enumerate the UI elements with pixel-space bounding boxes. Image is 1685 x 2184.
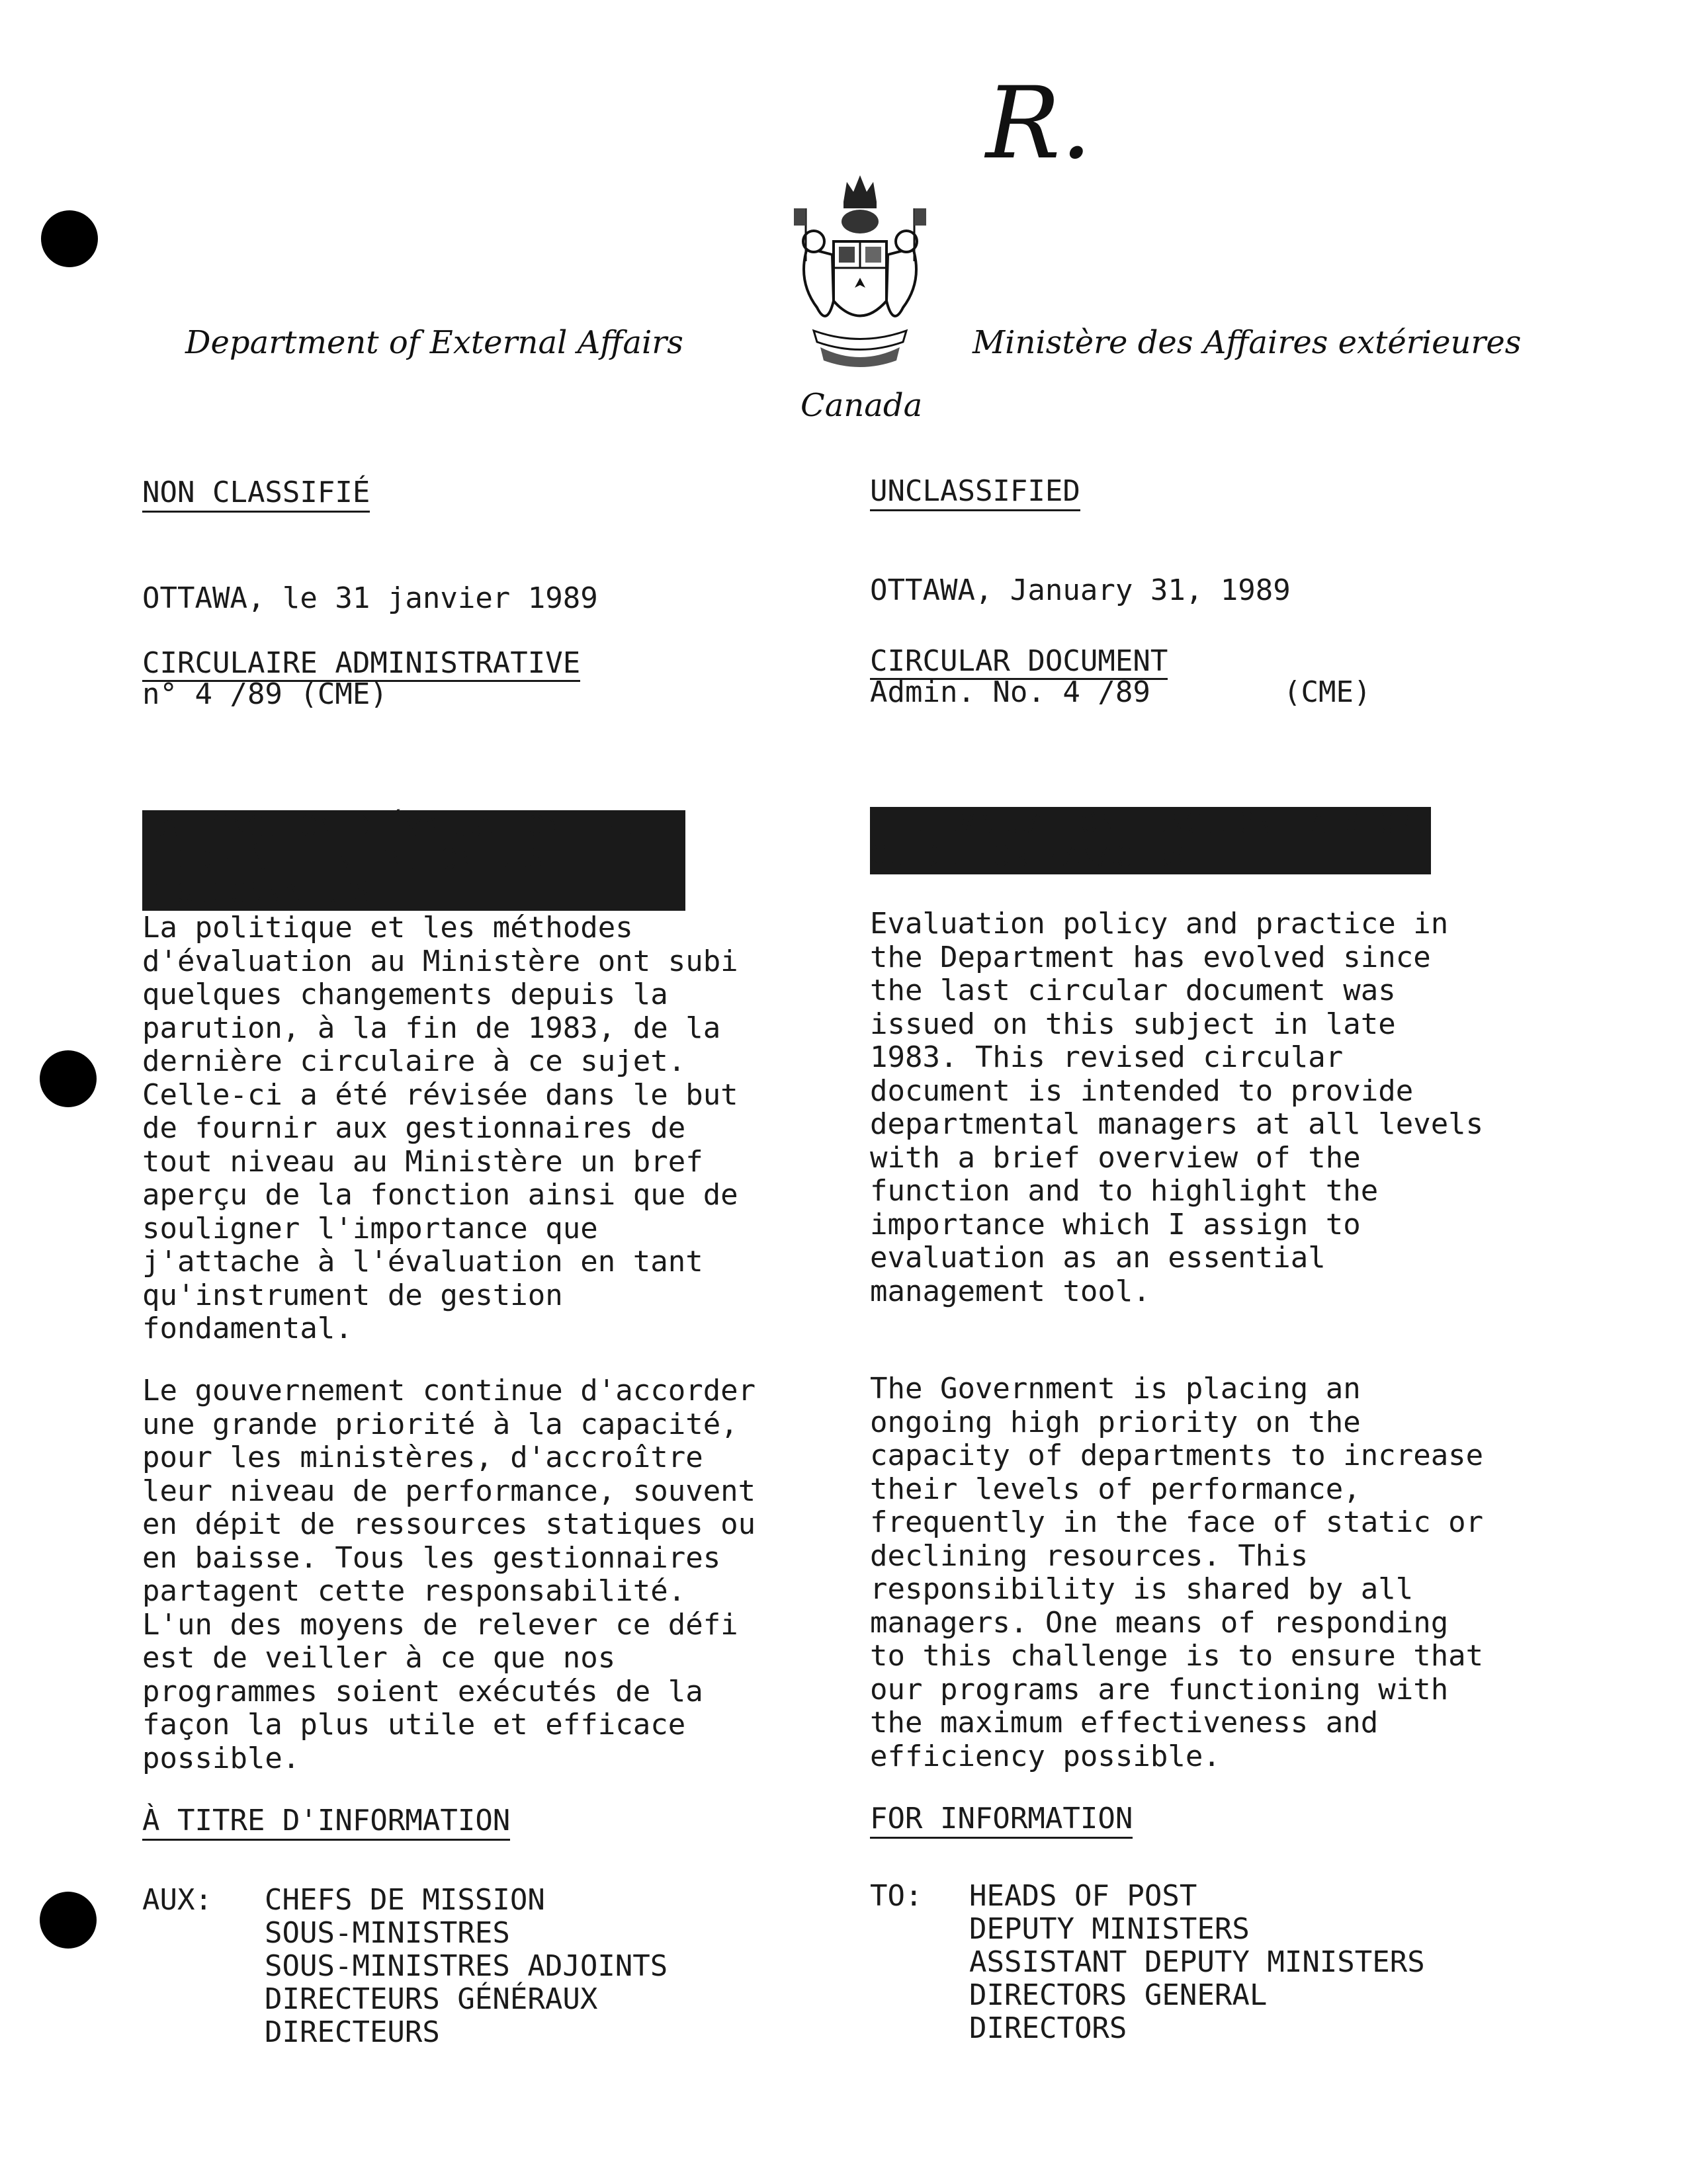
recipients-en: HEADS OF POST DEPUTY MINISTERS ASSISTANT DEPUTY MINISTERS DIRECTORS GENERAL DIRECTORS	[969, 1879, 1425, 2045]
info-heading-fr-text: À TITRE D'INFORMATION	[142, 1804, 510, 1841]
info-heading-en	[870, 1802, 1133, 1839]
coat-of-arms-icon	[781, 169, 939, 380]
punch-hole-top	[41, 210, 98, 267]
punch-hole-middle	[40, 1050, 97, 1107]
info-heading-en-text: FOR INFORMATION	[870, 1802, 1133, 1839]
title-fr	[142, 777, 685, 911]
body-paragraph-2-fr: Le gouvernement continue d'accorder une grande priorité à la capacité, pour les ministères, d'accroître leur niveau de performance, souvent en dépit de ressources statiques ou en baisse. Tous les gestionnaires partagent cette responsabilité. L'un des moyens de relever ce défi est de veiller à ce que nos programmes soient exécutés de la façon la plus utile et efficace possible.	[142, 1374, 756, 1775]
doc-number-en: Admin. No. 4 /89	[870, 675, 1150, 709]
dateline-en: OTTAWA, January 31, 1989	[870, 573, 1291, 607]
country-wordmark: Canada	[800, 387, 923, 424]
to-label-en: TO:	[870, 1879, 923, 1913]
punch-hole-bottom	[40, 1892, 97, 1949]
classification-en	[870, 475, 1080, 511]
classification-fr	[142, 476, 370, 513]
department-name-en: Department of External Affairs	[185, 324, 683, 361]
body-paragraph-1-fr: La politique et les méthodes d'évaluation au Ministère ont subi quelques changements depuis la parution, à la fin de 1983, de la dernière circulaire à ce sujet. Celle-ci a été révisée dans le but de fournir aux gestionnaires de tout niveau au Ministère un bref aperçu de la fonction ainsi que de souligner l'importance que j'attache à l'évaluation en tant qu'instrument de gestion fondamental.	[142, 911, 738, 1345]
classification-fr-text: NON CLASSIFIÉ	[142, 476, 370, 513]
title-en	[870, 774, 1431, 874]
department-name-fr: Ministère des Affaires extérieures	[972, 324, 1522, 361]
doc-type-en-text: CIRCULAR DOCUMENT	[870, 645, 1168, 680]
handwritten-mark: R.	[986, 66, 1092, 181]
doc-number-fr: n° 4 /89 (CME)	[142, 677, 388, 711]
body-paragraph-2-en: The Government is placing an ongoing high priority on the capacity of departments to increase their levels of performance, frequently in the face of static or declining resources. This responsibility is shared by all managers. One means of responding to this challenge is to ensure that our programs are functioning with the maximum effectiveness and efficiency possible.	[870, 1372, 1484, 1773]
to-label-fr: AUX:	[142, 1883, 212, 1917]
doc-type-fr-text: CIRCULAIRE ADMINISTRATIVE	[142, 647, 580, 682]
dateline-fr: OTTAWA, le 31 janvier 1989	[142, 581, 598, 615]
body-paragraph-1-en: Evaluation policy and practice in the Department has evolved since the last circular document was issued on this subject in late 1983. This revised circular document is intended to provide departmental managers at all levels with a brief overview of the function and to highlight the importance which I assign to evaluation as an essential management tool.	[870, 907, 1484, 1308]
title-en-text: THE EVALUATION FUNCTION: A SHORT GUIDE FOR MANAGERS	[870, 806, 1431, 873]
doc-code-en: (CME)	[1283, 675, 1371, 709]
classification-en-text: UNCLASSIFIED	[870, 475, 1080, 511]
title-fr-text: LA FONCTION D'ÉVALUATION: PETIT GUIDE À L'INTENTION DES GESTIONNAIRES	[142, 810, 686, 909]
info-heading-fr	[142, 1804, 510, 1841]
recipients-fr: CHEFS DE MISSION SOUS-MINISTRES SOUS-MINISTRES ADJOINTS DIRECTEURS GÉNÉRAUX DIRECTEURS	[265, 1883, 668, 2049]
